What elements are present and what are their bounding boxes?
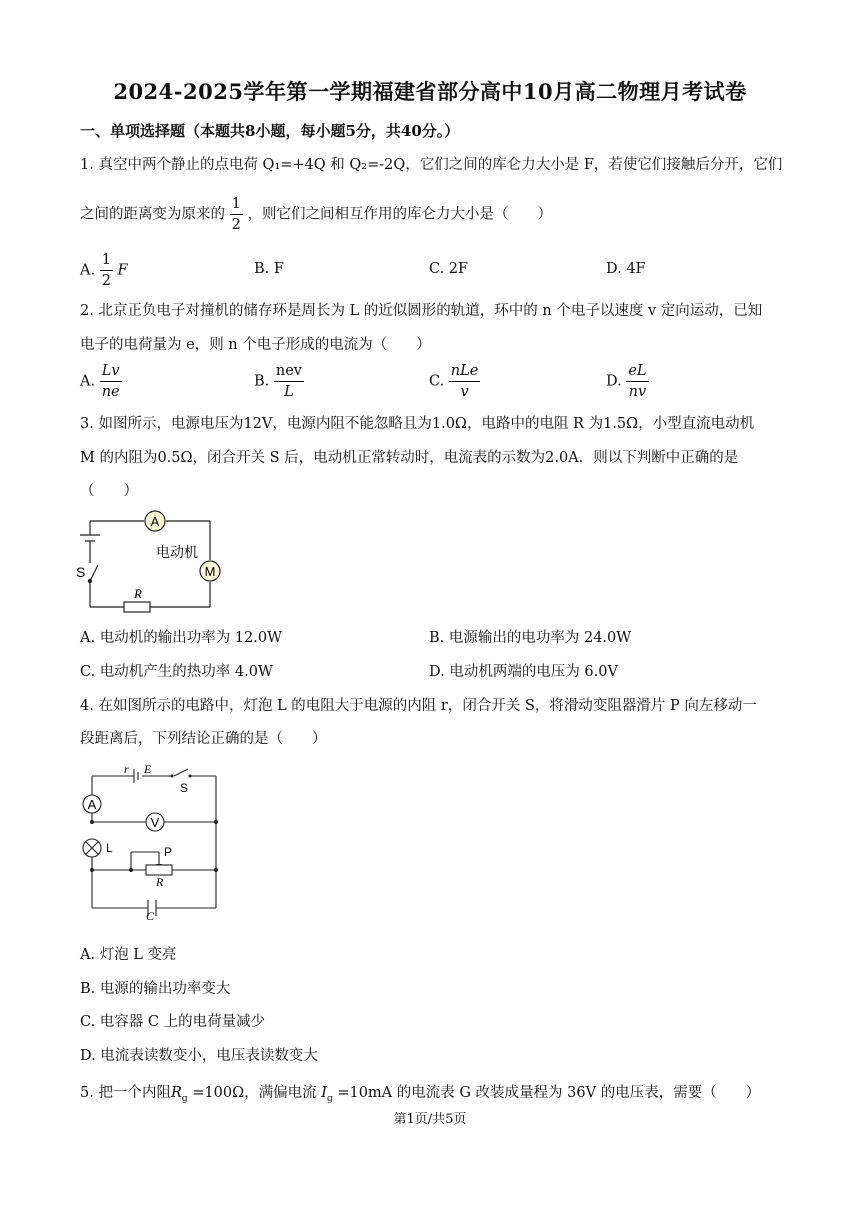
q2-option-d-den: nv: [628, 384, 647, 400]
q1-option-a-tail: F: [117, 262, 128, 279]
q1-option-a-num: 1: [100, 250, 113, 271]
q1-option-a-den: 2: [101, 273, 111, 289]
q2-option-b-den: L: [284, 384, 294, 400]
q4-ammeter-text: A: [87, 797, 97, 812]
q4-option-d: D. 电流表读数变小，电压表读数变大: [80, 1048, 318, 1064]
q3-line2: M 的内阻为0.5Ω，闭合开关 S 后，电动机正常转动时，电流表的示数为2.0A．则以下判断中正确的是: [80, 450, 739, 466]
q2-option-c-den: v: [460, 384, 469, 400]
q2-option-d: [606, 361, 649, 402]
q2-option-a-fraction: [100, 361, 122, 402]
q3-motor-text: M: [204, 564, 216, 579]
q3-option-a: A. 电动机的输出功率为 12.0W: [80, 630, 282, 646]
q4-label-c: C: [146, 909, 155, 922]
page-title: 2024-2025学年第一学期福建省部分高中10月高二物理月考试卷: [113, 79, 747, 104]
q3-option-c: C. 电动机产生的热功率 4.0W: [80, 664, 273, 680]
q1-line1: 1. 真空中两个静止的点电荷 Q₁=+4Q 和 Q₂=-2Q，它们之间的库仑力大小是 F，若使它们接触后分开，它们: [80, 157, 783, 173]
q5-ig: I: [321, 1085, 327, 1101]
q3-circuit-diagram: [72, 505, 232, 615]
q4-option-c: C. 电容器 C 上的电荷量减少: [80, 1014, 266, 1030]
q2-option-b-num: nev: [274, 361, 304, 382]
q2-option-a-den: ne: [101, 384, 120, 400]
q4-option-a: A. 灯泡 L 变亮: [80, 947, 177, 963]
q5-rg: R: [170, 1085, 182, 1101]
q3-resistor-label: R: [134, 586, 142, 601]
q3-line3: （ ）: [80, 483, 138, 499]
q4-label-p: P: [164, 845, 173, 859]
page-footer: 第1页/共5页: [393, 1112, 467, 1127]
q3-line1: 3. 如图所示，电源电压为12V，电源内阻不能忽略且为1.0Ω，电路中的电阻 R 为1.5Ω，小型直流电动机: [80, 416, 755, 432]
q5-rg-sub: g: [181, 1093, 188, 1104]
q4-circuit-diagram: [76, 760, 226, 922]
q5-ig-val: =10mA 的电流表 G 改装成量程为 36V 的电压表，需要（ ）: [332, 1085, 761, 1101]
q4-line1: 4. 在如图所示的电路中，灯泡 L 的电阻大于电源的内阻 r，闭合开关 S，将滑动变阻器滑片 P 向左移动一: [80, 698, 757, 714]
q1-option-a-fraction: [100, 250, 113, 291]
q3-ammeter-text: A: [150, 514, 160, 529]
q2-option-a: [80, 361, 122, 402]
q5-rg-val: =100Ω，满偏电流: [187, 1085, 322, 1101]
q4-label-rheostat: R: [156, 875, 164, 889]
q2-line2: 电子的电荷量为 e，则 n 个电子形成的电流为（ ）: [80, 337, 431, 353]
q1-option-c: C. 2F: [429, 261, 469, 277]
q1-option-d: D. 4F: [606, 261, 646, 277]
q5-ig-sub: g: [326, 1093, 333, 1104]
q3-switch-label: S: [76, 564, 86, 580]
q2-option-a-label: A.: [80, 373, 96, 390]
q2-option-b-fraction: [274, 361, 304, 402]
q4-label-s: S: [180, 781, 189, 795]
q2-option-c-fraction: [449, 361, 481, 402]
q1-option-b: B. F: [254, 261, 284, 277]
q2-option-c-num: nLe: [449, 361, 481, 382]
q2-line1: 2. 北京正负电子对撞机的储存环是周长为 L 的近似圆形的轨道，环中的 n 个电子以速度 v 定向运动，已知: [80, 303, 763, 319]
q1-half-den: 2: [231, 217, 241, 233]
q2-option-b: [254, 361, 304, 402]
q5-pre: 5. 把一个内阻: [80, 1085, 171, 1101]
q4-option-b: B. 电源的输出功率变大: [80, 981, 231, 997]
q2-option-d-fraction: [626, 361, 648, 402]
q4-voltmeter-text: V: [150, 815, 160, 830]
q4-label-l: L: [106, 841, 113, 855]
q3-option-d: D. 电动机两端的电压为 6.0V: [429, 664, 618, 680]
q2-option-c-label: C.: [429, 373, 445, 390]
q1-option-a: [80, 250, 128, 291]
q3-resistor-icon: [124, 602, 150, 612]
q2-option-b-label: B.: [254, 373, 270, 390]
q2-option-d-num: eL: [626, 361, 648, 382]
q1-half-num: 1: [230, 194, 243, 215]
section-heading: 一、单项选择题（本题共8小题，每小题5分，共40分。）: [80, 122, 460, 140]
q4-line2: 段距离后，下列结论正确的是（ ）: [80, 731, 327, 747]
q2-option-c: [429, 361, 480, 402]
q5-line1: [80, 1081, 760, 1104]
q1-half-fraction: [230, 194, 243, 235]
q1-line2-pre: 之间的距离变为原来的: [80, 206, 225, 223]
q4-rheostat-icon: [146, 865, 172, 875]
q3-motor-label: 电动机: [156, 545, 198, 561]
q4-label-r: r: [124, 762, 129, 776]
q4-label-e: E: [144, 762, 152, 776]
q3-option-b: B. 电源输出的电功率为 24.0W: [429, 630, 632, 646]
q2-option-d-label: D.: [606, 373, 622, 390]
q2-option-a-num: Lv: [100, 361, 122, 382]
q1-line2-post: ，则它们之间相互作用的库仑力大小是（ ）: [247, 206, 552, 223]
q1-line2: [80, 194, 552, 235]
q1-option-a-label: A.: [80, 262, 96, 279]
